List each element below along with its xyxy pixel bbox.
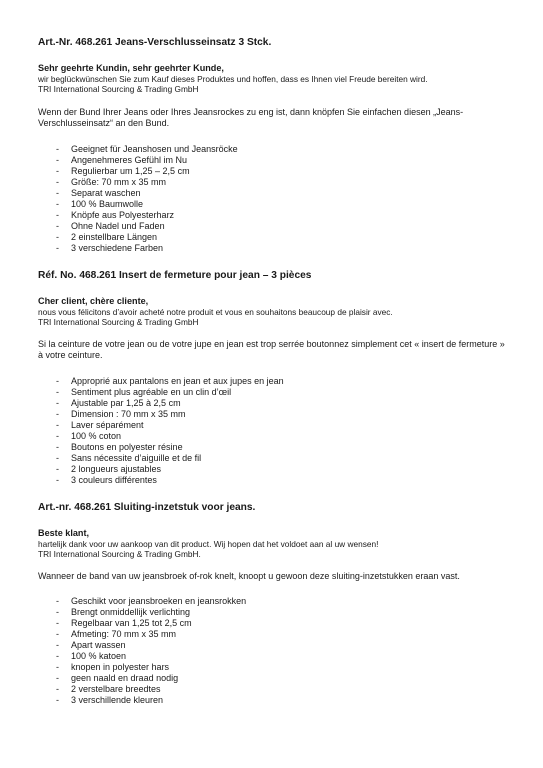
feature-text: Afmeting: 70 mm x 35 mm bbox=[71, 629, 177, 640]
feature-item bbox=[38, 177, 508, 188]
feature-text: 3 couleurs différentes bbox=[71, 475, 157, 485]
feature-text: Regulierbar um 1,25 – 2,5 cm bbox=[71, 166, 190, 176]
bullet-dash: - bbox=[56, 475, 59, 485]
company-line: TRI International Sourcing & Trading GmbH. bbox=[38, 549, 201, 560]
feature-text: Sentiment plus agréable en un clin d’œil bbox=[71, 387, 232, 397]
intro-line: wir beglückwünschen Sie zum Kauf dieses Produktes und hoffen, dass es Ihnen viel Freude bereiten wird. bbox=[38, 74, 428, 84]
bullet-dash: - bbox=[56, 662, 59, 673]
feature-text: Laver séparément bbox=[71, 420, 144, 430]
feature-item bbox=[38, 684, 508, 695]
feature-item bbox=[38, 232, 508, 243]
feature-text: geen naald en draad nodig bbox=[71, 673, 179, 684]
feature-item bbox=[38, 387, 508, 398]
bullet-dash: - bbox=[56, 651, 59, 662]
bullet-dash: - bbox=[56, 166, 59, 176]
section-french bbox=[38, 269, 508, 486]
bullet-dash: - bbox=[56, 387, 59, 397]
bullet-dash: - bbox=[56, 684, 59, 695]
instruction-paragraph: Si la ceinture de votre jean ou de votre jupe en jean est trop serrée boutonnez simplement cet « insert de fermeture » à votre ceinture. bbox=[38, 338, 505, 361]
feature-item bbox=[38, 166, 508, 177]
section-title: Réf. No. 468.261 Insert de fermeture pour jean – 3 pièces bbox=[38, 270, 312, 281]
feature-item bbox=[38, 662, 508, 673]
bullet-dash: - bbox=[56, 607, 59, 618]
bullet-dash: - bbox=[56, 596, 59, 607]
feature-list bbox=[38, 144, 508, 254]
section-german bbox=[38, 36, 508, 254]
company-line: TRI International Sourcing & Trading GmbH bbox=[38, 84, 199, 95]
feature-item bbox=[38, 431, 508, 442]
feature-item bbox=[38, 629, 508, 640]
company-line: TRI International Sourcing & Trading GmbH bbox=[38, 317, 199, 328]
feature-item bbox=[38, 376, 508, 387]
bullet-dash: - bbox=[56, 188, 59, 198]
bullet-dash: - bbox=[56, 453, 59, 463]
feature-item bbox=[38, 144, 508, 155]
bullet-dash: - bbox=[56, 243, 59, 253]
greeting: Cher client, chère cliente, bbox=[38, 296, 149, 306]
feature-text: Knöpfe aus Polyesterharz bbox=[71, 210, 175, 220]
feature-text: 100 % Baumwolle bbox=[71, 199, 144, 209]
bullet-dash: - bbox=[56, 232, 59, 242]
feature-item bbox=[38, 618, 508, 629]
bullet-dash: - bbox=[56, 221, 59, 231]
section-dutch bbox=[38, 501, 508, 706]
feature-item bbox=[38, 420, 508, 431]
feature-text: Ohne Nadel und Faden bbox=[71, 221, 165, 231]
feature-text: Approprié aux pantalons en jean et aux jupes en jean bbox=[71, 376, 284, 386]
instruction-paragraph: Wanneer de band van uw jeansbroek of-rok knelt, knoopt u gewoon deze sluiting-inzetstukken eraan vast. bbox=[38, 570, 460, 581]
feature-item bbox=[38, 596, 508, 607]
bullet-dash: - bbox=[56, 629, 59, 640]
feature-item bbox=[38, 398, 508, 409]
feature-text: Separat waschen bbox=[71, 188, 141, 198]
greeting: Beste klant, bbox=[38, 528, 90, 538]
feature-text: Dimension : 70 mm x 35 mm bbox=[71, 409, 186, 419]
feature-list bbox=[38, 376, 508, 486]
feature-text: Geeignet für Jeanshosen und Jeansröcke bbox=[71, 144, 238, 154]
section-title: Art.-Nr. 468.261 Jeans-Verschlusseinsatz 3 Stck. bbox=[38, 37, 272, 48]
feature-item bbox=[38, 243, 508, 254]
feature-text: Ajustable par 1,25 à 2,5 cm bbox=[71, 398, 181, 408]
bullet-dash: - bbox=[56, 376, 59, 386]
intro-line: hartelijk dank voor uw aankoop van dit product. Wij hopen dat het voldoet aan al uw wensen! bbox=[38, 539, 379, 549]
feature-item bbox=[38, 221, 508, 232]
bullet-dash: - bbox=[56, 398, 59, 408]
feature-text: Boutons en polyester résine bbox=[71, 442, 183, 452]
feature-item bbox=[38, 155, 508, 166]
greeting: Sehr geehrte Kundin, sehr geehrter Kunde, bbox=[38, 63, 224, 73]
feature-text: Brengt onmiddellijk verlichting bbox=[71, 607, 191, 618]
feature-item bbox=[38, 607, 508, 618]
bullet-dash: - bbox=[56, 640, 59, 651]
feature-text: Regelbaar van 1,25 tot 2,5 cm bbox=[71, 618, 192, 629]
bullet-dash: - bbox=[56, 210, 59, 220]
feature-item bbox=[38, 651, 508, 662]
feature-item bbox=[38, 640, 508, 651]
feature-text: Angenehmeres Gefühl im Nu bbox=[71, 155, 188, 165]
feature-list bbox=[38, 596, 508, 706]
bullet-dash: - bbox=[56, 409, 59, 419]
bullet-dash: - bbox=[56, 673, 59, 684]
bullet-dash: - bbox=[56, 442, 59, 452]
feature-item bbox=[38, 673, 508, 684]
feature-item bbox=[38, 409, 508, 420]
feature-item bbox=[38, 442, 508, 453]
feature-item bbox=[38, 695, 508, 706]
feature-text: 100 % katoen bbox=[71, 651, 127, 662]
bullet-dash: - bbox=[56, 144, 59, 154]
bullet-dash: - bbox=[56, 177, 59, 187]
feature-text: 2 longueurs ajustables bbox=[71, 464, 162, 474]
feature-text: knopen in polyester hars bbox=[71, 662, 170, 673]
instruction-paragraph: Wenn der Bund Ihrer Jeans oder Ihres Jeansrockes zu eng ist, dann knöpfen Sie einfachen diesen „Jeans-Verschlusseinsatz“ an den Bund. bbox=[38, 106, 464, 129]
section-title: Art.-nr. 468.261 Sluiting-inzetstuk voor jeans. bbox=[38, 502, 256, 513]
bullet-dash: - bbox=[56, 431, 59, 441]
feature-text: Geschikt voor jeansbroeken en jeansrokken bbox=[71, 596, 247, 607]
feature-item bbox=[38, 188, 508, 199]
feature-item bbox=[38, 475, 508, 486]
bullet-dash: - bbox=[56, 199, 59, 209]
feature-text: 2 verstelbare breedtes bbox=[71, 684, 161, 695]
bullet-dash: - bbox=[56, 420, 59, 430]
feature-text: Apart wassen bbox=[71, 640, 126, 651]
feature-text: 3 verschillende kleuren bbox=[71, 695, 164, 706]
intro-line: nous vous félicitons d’avoir acheté notre produit et vous en souhaitons beaucoup de plaisir avec. bbox=[38, 307, 393, 317]
feature-item bbox=[38, 464, 508, 475]
feature-item bbox=[38, 210, 508, 221]
bullet-dash: - bbox=[56, 618, 59, 629]
bullet-dash: - bbox=[56, 695, 59, 706]
feature-text: Größe: 70 mm x 35 mm bbox=[71, 177, 167, 187]
feature-item bbox=[38, 199, 508, 210]
feature-text: 2 einstellbare Längen bbox=[71, 232, 158, 242]
feature-item bbox=[38, 453, 508, 464]
feature-text: 100 % coton bbox=[71, 431, 122, 441]
feature-text: Sans nécessite d’aiguille et de fil bbox=[71, 453, 202, 463]
feature-text: 3 verschiedene Farben bbox=[71, 243, 164, 253]
bullet-dash: - bbox=[56, 155, 59, 165]
bullet-dash: - bbox=[56, 464, 59, 474]
